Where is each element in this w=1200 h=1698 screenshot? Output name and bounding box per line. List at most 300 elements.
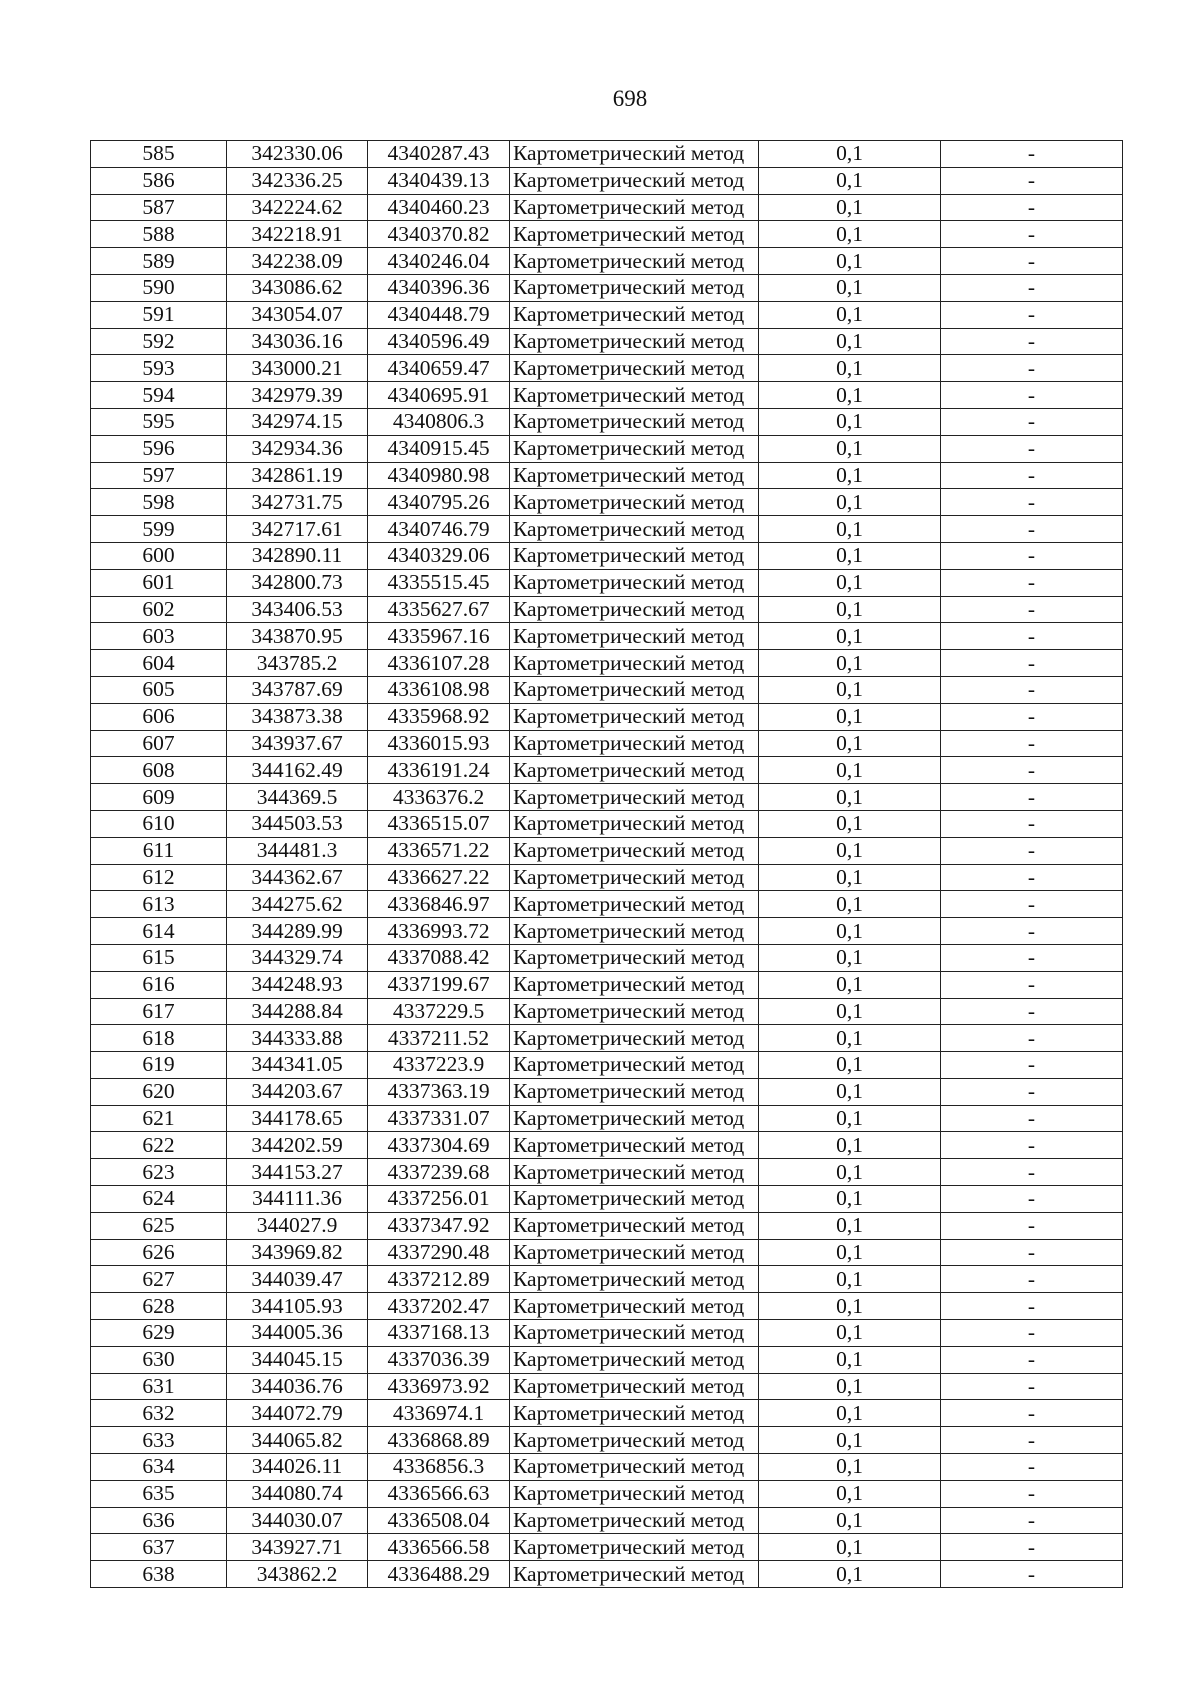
table-row (91, 1239, 1123, 1266)
table-row (91, 837, 1123, 864)
y-coordinate-cell: 4336191.24 (368, 757, 510, 784)
note-cell: - (941, 462, 1123, 489)
accuracy-cell: 0,1 (759, 676, 941, 703)
accuracy-cell: 0,1 (759, 703, 941, 730)
y-coordinate-cell: 4336993.72 (368, 918, 510, 945)
accuracy-cell: 0,1 (759, 730, 941, 757)
note-cell: - (941, 998, 1123, 1025)
table-row (91, 1561, 1123, 1588)
note-cell: - (941, 784, 1123, 811)
coordinates-table (90, 140, 1123, 1588)
x-coordinate-cell: 343969.82 (227, 1239, 368, 1266)
note-cell: - (941, 1266, 1123, 1293)
y-coordinate-cell: 4336974.1 (368, 1400, 510, 1427)
point-number-cell: 595 (91, 408, 227, 435)
method-cell: Картометрический метод (510, 891, 759, 918)
x-coordinate-cell: 342330.06 (227, 141, 368, 168)
note-cell: - (941, 569, 1123, 596)
point-number-cell: 623 (91, 1159, 227, 1186)
accuracy-cell: 0,1 (759, 408, 941, 435)
x-coordinate-cell: 344039.47 (227, 1266, 368, 1293)
x-coordinate-cell: 342974.15 (227, 408, 368, 435)
x-coordinate-cell: 342800.73 (227, 569, 368, 596)
note-cell: - (941, 355, 1123, 382)
note-cell: - (941, 1400, 1123, 1427)
point-number-cell: 604 (91, 650, 227, 677)
note-cell: - (941, 194, 1123, 221)
y-coordinate-cell: 4340980.98 (368, 462, 510, 489)
y-coordinate-cell: 4340659.47 (368, 355, 510, 382)
table-row (91, 1400, 1123, 1427)
accuracy-cell: 0,1 (759, 1078, 941, 1105)
y-coordinate-cell: 4337290.48 (368, 1239, 510, 1266)
y-coordinate-cell: 4337088.42 (368, 944, 510, 971)
accuracy-cell: 0,1 (759, 1480, 941, 1507)
y-coordinate-cell: 4337239.68 (368, 1159, 510, 1186)
method-cell: Картометрический метод (510, 462, 759, 489)
point-number-cell: 625 (91, 1212, 227, 1239)
accuracy-cell: 0,1 (759, 1105, 941, 1132)
method-cell: Картометрический метод (510, 864, 759, 891)
accuracy-cell: 0,1 (759, 194, 941, 221)
x-coordinate-cell: 344275.62 (227, 891, 368, 918)
accuracy-cell: 0,1 (759, 1346, 941, 1373)
note-cell: - (941, 489, 1123, 516)
note-cell: - (941, 971, 1123, 998)
x-coordinate-cell: 343937.67 (227, 730, 368, 757)
note-cell: - (941, 1159, 1123, 1186)
note-cell: - (941, 1186, 1123, 1213)
method-cell: Картометрический метод (510, 1159, 759, 1186)
point-number-cell: 630 (91, 1346, 227, 1373)
note-cell: - (941, 1293, 1123, 1320)
table-row (91, 1454, 1123, 1481)
method-cell: Картометрический метод (510, 408, 759, 435)
note-cell: - (941, 1561, 1123, 1588)
note-cell: - (941, 1212, 1123, 1239)
point-number-cell: 620 (91, 1078, 227, 1105)
method-cell: Картометрический метод (510, 1186, 759, 1213)
y-coordinate-cell: 4336973.92 (368, 1373, 510, 1400)
point-number-cell: 596 (91, 435, 227, 462)
point-number-cell: 614 (91, 918, 227, 945)
point-number-cell: 608 (91, 757, 227, 784)
accuracy-cell: 0,1 (759, 971, 941, 998)
accuracy-cell: 0,1 (759, 1239, 941, 1266)
accuracy-cell: 0,1 (759, 1400, 941, 1427)
accuracy-cell: 0,1 (759, 489, 941, 516)
table-row (91, 1105, 1123, 1132)
x-coordinate-cell: 342934.36 (227, 435, 368, 462)
accuracy-cell: 0,1 (759, 837, 941, 864)
method-cell: Картометрический метод (510, 784, 759, 811)
y-coordinate-cell: 4340695.91 (368, 382, 510, 409)
y-coordinate-cell: 4340915.45 (368, 435, 510, 462)
table-row (91, 248, 1123, 275)
x-coordinate-cell: 344027.9 (227, 1212, 368, 1239)
y-coordinate-cell: 4340370.82 (368, 221, 510, 248)
x-coordinate-cell: 344503.53 (227, 810, 368, 837)
accuracy-cell: 0,1 (759, 784, 941, 811)
y-coordinate-cell: 4336868.89 (368, 1427, 510, 1454)
x-coordinate-cell: 344288.84 (227, 998, 368, 1025)
accuracy-cell: 0,1 (759, 757, 941, 784)
x-coordinate-cell: 343036.16 (227, 328, 368, 355)
method-cell: Картометрический метод (510, 623, 759, 650)
accuracy-cell: 0,1 (759, 1293, 941, 1320)
table-row (91, 1132, 1123, 1159)
accuracy-cell: 0,1 (759, 1320, 941, 1347)
table-row (91, 1078, 1123, 1105)
y-coordinate-cell: 4336488.29 (368, 1561, 510, 1588)
note-cell: - (941, 1480, 1123, 1507)
point-number-cell: 629 (91, 1320, 227, 1347)
point-number-cell: 600 (91, 542, 227, 569)
table-row (91, 382, 1123, 409)
table-row (91, 274, 1123, 301)
y-coordinate-cell: 4340746.79 (368, 516, 510, 543)
note-cell: - (941, 623, 1123, 650)
note-cell: - (941, 1078, 1123, 1105)
method-cell: Картометрический метод (510, 516, 759, 543)
accuracy-cell: 0,1 (759, 167, 941, 194)
method-cell: Картометрический метод (510, 730, 759, 757)
accuracy-cell: 0,1 (759, 328, 941, 355)
x-coordinate-cell: 344111.36 (227, 1186, 368, 1213)
x-coordinate-cell: 344005.36 (227, 1320, 368, 1347)
method-cell: Картометрический метод (510, 248, 759, 275)
accuracy-cell: 0,1 (759, 596, 941, 623)
point-number-cell: 636 (91, 1507, 227, 1534)
x-coordinate-cell: 343873.38 (227, 703, 368, 730)
x-coordinate-cell: 344045.15 (227, 1346, 368, 1373)
note-cell: - (941, 1132, 1123, 1159)
y-coordinate-cell: 4336107.28 (368, 650, 510, 677)
method-cell: Картометрический метод (510, 596, 759, 623)
y-coordinate-cell: 4336566.58 (368, 1534, 510, 1561)
x-coordinate-cell: 344178.65 (227, 1105, 368, 1132)
table-row (91, 810, 1123, 837)
accuracy-cell: 0,1 (759, 944, 941, 971)
table-row (91, 1346, 1123, 1373)
x-coordinate-cell: 342218.91 (227, 221, 368, 248)
y-coordinate-cell: 4337331.07 (368, 1105, 510, 1132)
x-coordinate-cell: 342336.25 (227, 167, 368, 194)
point-number-cell: 622 (91, 1132, 227, 1159)
y-coordinate-cell: 4336108.98 (368, 676, 510, 703)
note-cell: - (941, 1025, 1123, 1052)
note-cell: - (941, 676, 1123, 703)
method-cell: Картометрический метод (510, 998, 759, 1025)
x-coordinate-cell: 342890.11 (227, 542, 368, 569)
note-cell: - (941, 435, 1123, 462)
point-number-cell: 586 (91, 167, 227, 194)
accuracy-cell: 0,1 (759, 221, 941, 248)
y-coordinate-cell: 4337212.89 (368, 1266, 510, 1293)
table-row (91, 489, 1123, 516)
point-number-cell: 615 (91, 944, 227, 971)
x-coordinate-cell: 344153.27 (227, 1159, 368, 1186)
method-cell: Картометрический метод (510, 1105, 759, 1132)
point-number-cell: 632 (91, 1400, 227, 1427)
table-row (91, 676, 1123, 703)
point-number-cell: 607 (91, 730, 227, 757)
y-coordinate-cell: 4337304.69 (368, 1132, 510, 1159)
accuracy-cell: 0,1 (759, 1427, 941, 1454)
y-coordinate-cell: 4340806.3 (368, 408, 510, 435)
note-cell: - (941, 1507, 1123, 1534)
point-number-cell: 597 (91, 462, 227, 489)
note-cell: - (941, 864, 1123, 891)
note-cell: - (941, 596, 1123, 623)
y-coordinate-cell: 4337223.9 (368, 1052, 510, 1079)
note-cell: - (941, 837, 1123, 864)
table-row (91, 623, 1123, 650)
note-cell: - (941, 248, 1123, 275)
table-row (91, 703, 1123, 730)
method-cell: Картометрический метод (510, 1480, 759, 1507)
accuracy-cell: 0,1 (759, 1186, 941, 1213)
table-row (91, 408, 1123, 435)
coordinates-table-body (91, 141, 1123, 1588)
table-row (91, 1373, 1123, 1400)
y-coordinate-cell: 4340329.06 (368, 542, 510, 569)
y-coordinate-cell: 4337202.47 (368, 1293, 510, 1320)
method-cell: Картометрический метод (510, 167, 759, 194)
y-coordinate-cell: 4340287.43 (368, 141, 510, 168)
method-cell: Картометрический метод (510, 569, 759, 596)
method-cell: Картометрический метод (510, 1078, 759, 1105)
point-number-cell: 588 (91, 221, 227, 248)
y-coordinate-cell: 4336846.97 (368, 891, 510, 918)
table-row (91, 435, 1123, 462)
accuracy-cell: 0,1 (759, 462, 941, 489)
x-coordinate-cell: 344036.76 (227, 1373, 368, 1400)
point-number-cell: 587 (91, 194, 227, 221)
note-cell: - (941, 891, 1123, 918)
point-number-cell: 616 (91, 971, 227, 998)
accuracy-cell: 0,1 (759, 516, 941, 543)
method-cell: Картометрический метод (510, 1400, 759, 1427)
note-cell: - (941, 1346, 1123, 1373)
x-coordinate-cell: 343870.95 (227, 623, 368, 650)
note-cell: - (941, 703, 1123, 730)
point-number-cell: 633 (91, 1427, 227, 1454)
y-coordinate-cell: 4336571.22 (368, 837, 510, 864)
table-row (91, 1293, 1123, 1320)
x-coordinate-cell: 342861.19 (227, 462, 368, 489)
note-cell: - (941, 274, 1123, 301)
x-coordinate-cell: 344202.59 (227, 1132, 368, 1159)
accuracy-cell: 0,1 (759, 435, 941, 462)
x-coordinate-cell: 344341.05 (227, 1052, 368, 1079)
method-cell: Картометрический метод (510, 1266, 759, 1293)
note-cell: - (941, 328, 1123, 355)
table-row (91, 542, 1123, 569)
table-row (91, 1052, 1123, 1079)
method-cell: Картометрический метод (510, 1132, 759, 1159)
note-cell: - (941, 730, 1123, 757)
note-cell: - (941, 221, 1123, 248)
table-row (91, 1534, 1123, 1561)
accuracy-cell: 0,1 (759, 542, 941, 569)
method-cell: Картометрический метод (510, 1454, 759, 1481)
point-number-cell: 635 (91, 1480, 227, 1507)
point-number-cell: 624 (91, 1186, 227, 1213)
note-cell: - (941, 650, 1123, 677)
y-coordinate-cell: 4340396.36 (368, 274, 510, 301)
note-cell: - (941, 1320, 1123, 1347)
table-row (91, 971, 1123, 998)
point-number-cell: 601 (91, 569, 227, 596)
x-coordinate-cell: 343787.69 (227, 676, 368, 703)
table-row (91, 1212, 1123, 1239)
y-coordinate-cell: 4335967.16 (368, 623, 510, 650)
accuracy-cell: 0,1 (759, 569, 941, 596)
method-cell: Картометрический метод (510, 328, 759, 355)
method-cell: Картометрический метод (510, 1507, 759, 1534)
x-coordinate-cell: 344030.07 (227, 1507, 368, 1534)
point-number-cell: 638 (91, 1561, 227, 1588)
x-coordinate-cell: 342731.75 (227, 489, 368, 516)
x-coordinate-cell: 344333.88 (227, 1025, 368, 1052)
method-cell: Картометрический метод (510, 301, 759, 328)
x-coordinate-cell: 344369.5 (227, 784, 368, 811)
x-coordinate-cell: 344481.3 (227, 837, 368, 864)
point-number-cell: 628 (91, 1293, 227, 1320)
note-cell: - (941, 408, 1123, 435)
accuracy-cell: 0,1 (759, 810, 941, 837)
point-number-cell: 603 (91, 623, 227, 650)
y-coordinate-cell: 4340460.23 (368, 194, 510, 221)
method-cell: Картометрический метод (510, 1052, 759, 1079)
x-coordinate-cell: 343086.62 (227, 274, 368, 301)
method-cell: Картометрический метод (510, 1346, 759, 1373)
y-coordinate-cell: 4337363.19 (368, 1078, 510, 1105)
table-row (91, 355, 1123, 382)
table-row (91, 1186, 1123, 1213)
x-coordinate-cell: 344329.74 (227, 944, 368, 971)
note-cell: - (941, 1239, 1123, 1266)
table-row (91, 1025, 1123, 1052)
page-number: 698 (612, 86, 648, 111)
x-coordinate-cell: 344162.49 (227, 757, 368, 784)
y-coordinate-cell: 4335627.67 (368, 596, 510, 623)
table-row (91, 1480, 1123, 1507)
table-row (91, 167, 1123, 194)
accuracy-cell: 0,1 (759, 301, 941, 328)
point-number-cell: 599 (91, 516, 227, 543)
point-number-cell: 593 (91, 355, 227, 382)
method-cell: Картометрический метод (510, 918, 759, 945)
table-row (91, 301, 1123, 328)
table-row (91, 757, 1123, 784)
method-cell: Картометрический метод (510, 194, 759, 221)
table-row (91, 569, 1123, 596)
table-row (91, 1427, 1123, 1454)
accuracy-cell: 0,1 (759, 1534, 941, 1561)
point-number-cell: 592 (91, 328, 227, 355)
accuracy-cell: 0,1 (759, 1507, 941, 1534)
point-number-cell: 626 (91, 1239, 227, 1266)
method-cell: Картометрический метод (510, 1239, 759, 1266)
x-coordinate-cell: 343862.2 (227, 1561, 368, 1588)
point-number-cell: 634 (91, 1454, 227, 1481)
point-number-cell: 612 (91, 864, 227, 891)
x-coordinate-cell: 343785.2 (227, 650, 368, 677)
method-cell: Картометрический метод (510, 1320, 759, 1347)
point-number-cell: 602 (91, 596, 227, 623)
accuracy-cell: 0,1 (759, 274, 941, 301)
note-cell: - (941, 810, 1123, 837)
table-row (91, 1159, 1123, 1186)
note-cell: - (941, 1105, 1123, 1132)
y-coordinate-cell: 4337229.5 (368, 998, 510, 1025)
point-number-cell: 589 (91, 248, 227, 275)
x-coordinate-cell: 344065.82 (227, 1427, 368, 1454)
accuracy-cell: 0,1 (759, 623, 941, 650)
method-cell: Картометрический метод (510, 1293, 759, 1320)
note-cell: - (941, 1052, 1123, 1079)
point-number-cell: 613 (91, 891, 227, 918)
accuracy-cell: 0,1 (759, 1561, 941, 1588)
x-coordinate-cell: 344072.79 (227, 1400, 368, 1427)
x-coordinate-cell: 343406.53 (227, 596, 368, 623)
x-coordinate-cell: 344080.74 (227, 1480, 368, 1507)
point-number-cell: 591 (91, 301, 227, 328)
method-cell: Картометрический метод (510, 435, 759, 462)
method-cell: Картометрический метод (510, 1534, 759, 1561)
accuracy-cell: 0,1 (759, 650, 941, 677)
point-number-cell: 606 (91, 703, 227, 730)
point-number-cell: 619 (91, 1052, 227, 1079)
x-coordinate-cell: 342224.62 (227, 194, 368, 221)
accuracy-cell: 0,1 (759, 864, 941, 891)
accuracy-cell: 0,1 (759, 1025, 941, 1052)
note-cell: - (941, 1454, 1123, 1481)
note-cell: - (941, 1534, 1123, 1561)
table-row (91, 730, 1123, 757)
y-coordinate-cell: 4337211.52 (368, 1025, 510, 1052)
y-coordinate-cell: 4335515.45 (368, 569, 510, 596)
y-coordinate-cell: 4340439.13 (368, 167, 510, 194)
method-cell: Картометрический метод (510, 971, 759, 998)
y-coordinate-cell: 4336515.07 (368, 810, 510, 837)
method-cell: Картометрический метод (510, 1212, 759, 1239)
accuracy-cell: 0,1 (759, 1159, 941, 1186)
method-cell: Картометрический метод (510, 703, 759, 730)
method-cell: Картометрический метод (510, 944, 759, 971)
note-cell: - (941, 757, 1123, 784)
table-row (91, 1320, 1123, 1347)
table-row (91, 891, 1123, 918)
y-coordinate-cell: 4336627.22 (368, 864, 510, 891)
x-coordinate-cell: 343000.21 (227, 355, 368, 382)
table-row (91, 194, 1123, 221)
method-cell: Картометрический метод (510, 650, 759, 677)
y-coordinate-cell: 4337168.13 (368, 1320, 510, 1347)
x-coordinate-cell: 344203.67 (227, 1078, 368, 1105)
y-coordinate-cell: 4336856.3 (368, 1454, 510, 1481)
method-cell: Картометрический метод (510, 1561, 759, 1588)
accuracy-cell: 0,1 (759, 998, 941, 1025)
point-number-cell: 585 (91, 141, 227, 168)
method-cell: Картометрический метод (510, 274, 759, 301)
point-number-cell: 605 (91, 676, 227, 703)
point-number-cell: 631 (91, 1373, 227, 1400)
point-number-cell: 594 (91, 382, 227, 409)
accuracy-cell: 0,1 (759, 1132, 941, 1159)
